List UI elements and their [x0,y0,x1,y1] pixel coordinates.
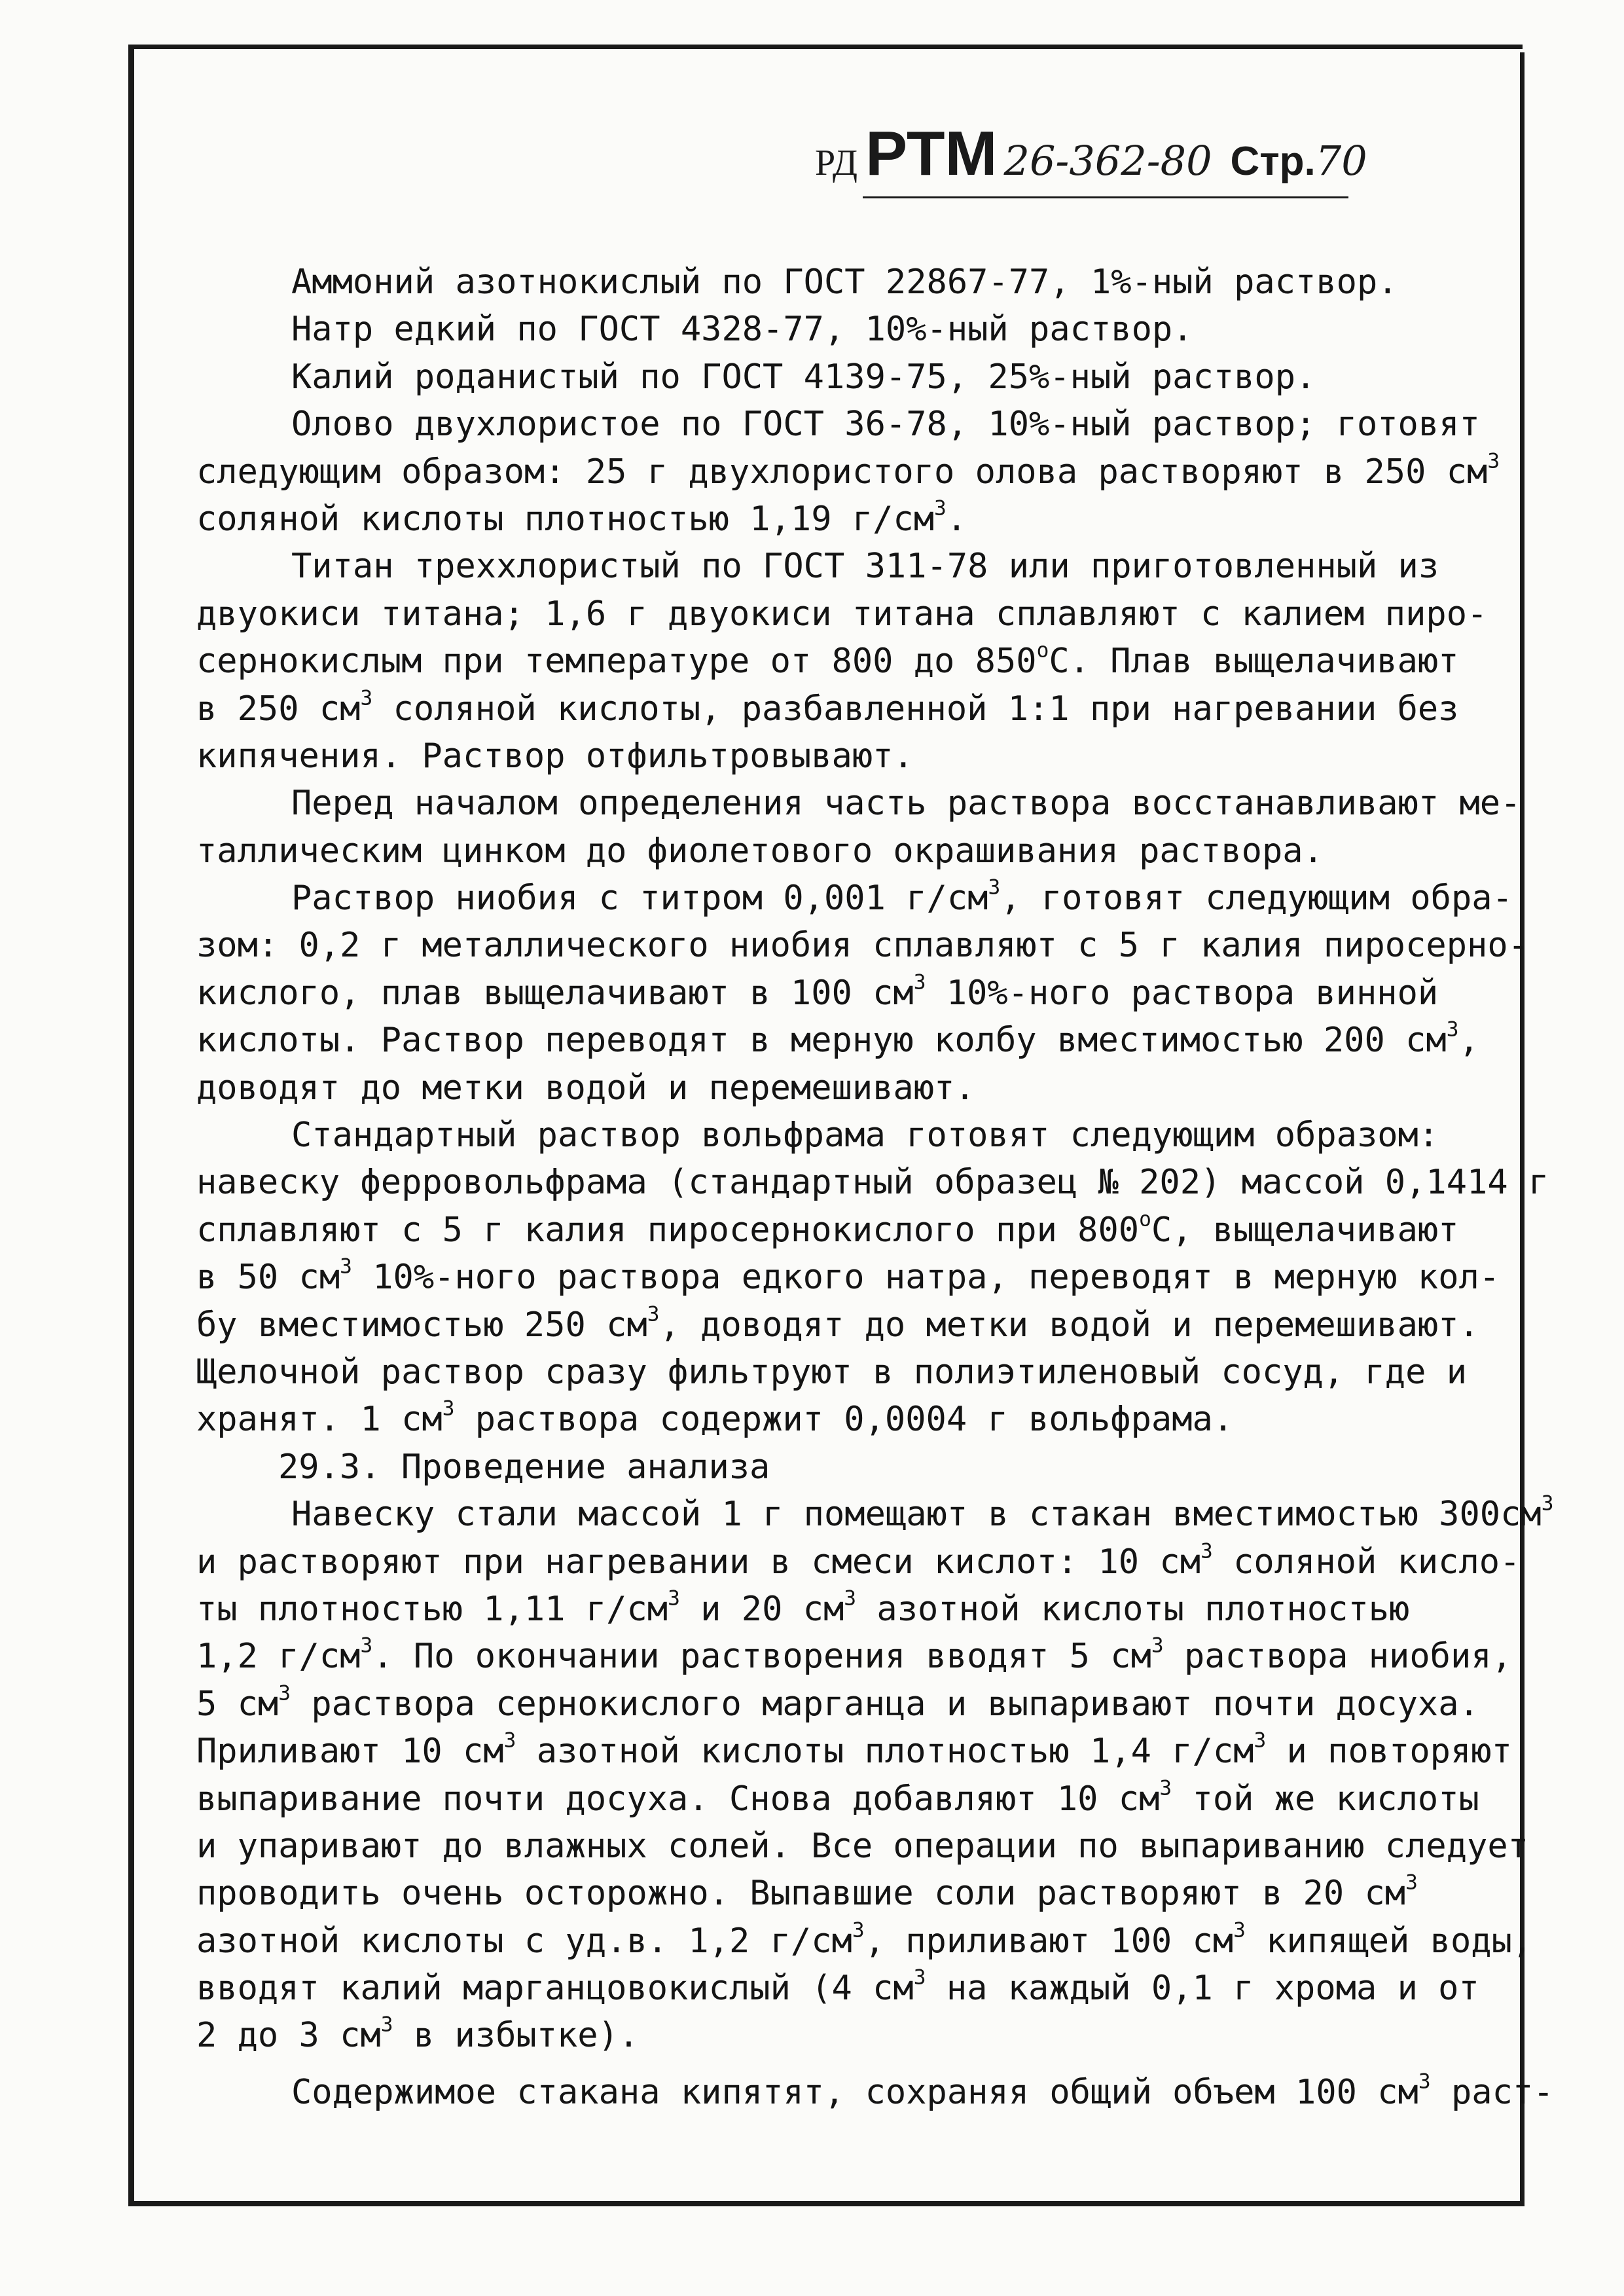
text-line: 2 до 3 $см^3$ в избытке). [196,2013,640,2056]
text-line: в 50 $см^3$ 10%-ного раствора едкого натра, переводят в мерную кол- [196,1254,1500,1298]
text-line: навеску ферровольфрама (стандартный образец № 202) массой 0,1414 г [196,1163,1549,1203]
header-page-label: Стр. [1230,139,1316,184]
text-line: Раствор ниобия с титром 0,001 $г/см^3$, готовят следующим обра- [291,875,1513,919]
text-line: Приливают 10 $см^3$ азотной кислоты плотностью 1,4 $г/см^3$ и повторяют [196,1728,1512,1772]
text-line: соляной кислоты плотностью 1,19 $г/см^3$. [196,496,967,539]
text-line: в 250 $см^3$ соляной кислоты, разбавленной 1:1 при нагревании без [196,686,1459,729]
text-line: бу вместимостью 250 $см^3$, доводят до метки водой и перемешивают. [196,1302,1479,1345]
text-line: Стандартный раствор вольфрама готовят следующим образом: [291,1116,1439,1156]
page-header [815,118,1367,190]
text-line: вводят калий марганцовокислый (4 $см^3$ на каждый 0,1 г хрома и от [196,1965,1479,2009]
text-line: кислоты. Раствор переводят в мерную колбу вместимостью 200 $см^3$, [196,1017,1479,1061]
text-line: Натр едкий по ГОСТ 4328-77, 10%-ный раствор. [291,310,1193,350]
text-line: доводят до метки водой и перемешивают. [196,1068,975,1108]
text-line: Олово двухлористое по ГОСТ 36-78, 10%-ный раствор; готовят [291,405,1480,445]
text-line: двуокиси титана; 1,6 г двуокиси титана сплавляют с калием пиро- [196,594,1488,634]
text-line: Перед началом определения часть раствора восстанавливают ме- [291,784,1521,824]
header-doc-type: РТМ [865,118,998,189]
document-body [196,259,1554,2116]
text-line: Калий роданистый по ГОСТ 4139-75, 25%-ный раствор. [291,357,1316,397]
text-line: кислого, плав выщелачивают в 100 $см^3$ 10%-ного раствора винной [196,970,1439,1013]
header-prefix: РД [815,143,858,183]
header-page-number: 70 [1315,137,1367,185]
frame-top-border [128,45,1523,49]
text-line: Щелочной раствор сразу фильтруют в полиэтиленовый сосуд, где и [196,1352,1468,1392]
text-line: Титан треххлористый по ГОСТ 311-78 или приготовленный из [291,547,1439,587]
frame-left-border [128,46,134,2206]
text-line: сплавляют с 5 г калия пиросернокислого при $800^оC$, выщелачивают [196,1207,1459,1250]
text-line: Содержимое стакана кипятят, сохраняя общий объем 100 $см^3$ раст- [291,2069,1554,2112]
text-line: 5 $см^3$ раствора сернокислого марганца и выпаривают почти досуха. [196,1681,1479,1724]
text-line: таллическим цинком до фиолетового окрашивания раствора. [196,831,1324,871]
text-line: сернокислым при температуре от 800 до $850^оC$. Плав выщелачивают [196,638,1459,682]
text-line: азотной кислоты с уд.в. 1,2 $г/см^3$, приливают 100 $см^3$ кипящей воды, [196,1918,1533,1961]
text-line: следующим образом: 25 г двухлористого олова растворяют в 250 $см^3$ [196,449,1500,492]
header-doc-number: 26-362-80 [1003,137,1212,185]
text-line: проводить очень осторожно. Выпавшие соли растворяют в 20 $см^3$ [196,1870,1418,1914]
text-line: Аммоний азотнокислый по ГОСТ 22867-77, 1%-ный раствор. [291,263,1398,302]
text-line: Навеску стали массой 1 г помещают в стакан вместимостью $300см^3$ [291,1491,1554,1535]
text-line: кипячения. Раствор отфильтровывают. [196,736,914,776]
text-line: выпаривание почти досуха. Снова добавляют 10 $см^3$ той же кислоты [196,1776,1479,1819]
text-line: и растворяют при нагревании в смеси кислот: 10 $см^3$ соляной кисло- [196,1539,1521,1582]
text-line: и упаривают до влажных солей. Все операции по выпариванию следует [196,1826,1528,1866]
text-line: зом: 0,2 г металлического ниобия сплавляют с 5 г калия пиросерно- [196,926,1528,966]
header-underline [863,196,1348,198]
text-line: ты плотностью 1,11 $г/см^3$ и 20 $см^3$ азотной кислоты плотностью [196,1586,1410,1629]
text-line: 1,2 $г/см^3$. По окончании растворения вводят 5 $см^3$ раствора ниобия, [196,1633,1512,1677]
section-heading: 29.3. Проведение анализа [278,1447,770,1487]
text-line: хранят. 1 $см^3$ раствора содержит 0,0004 г вольфрама. [196,1396,1234,1440]
frame-right-border [1520,52,1525,2206]
frame-bottom-border [128,2201,1525,2206]
